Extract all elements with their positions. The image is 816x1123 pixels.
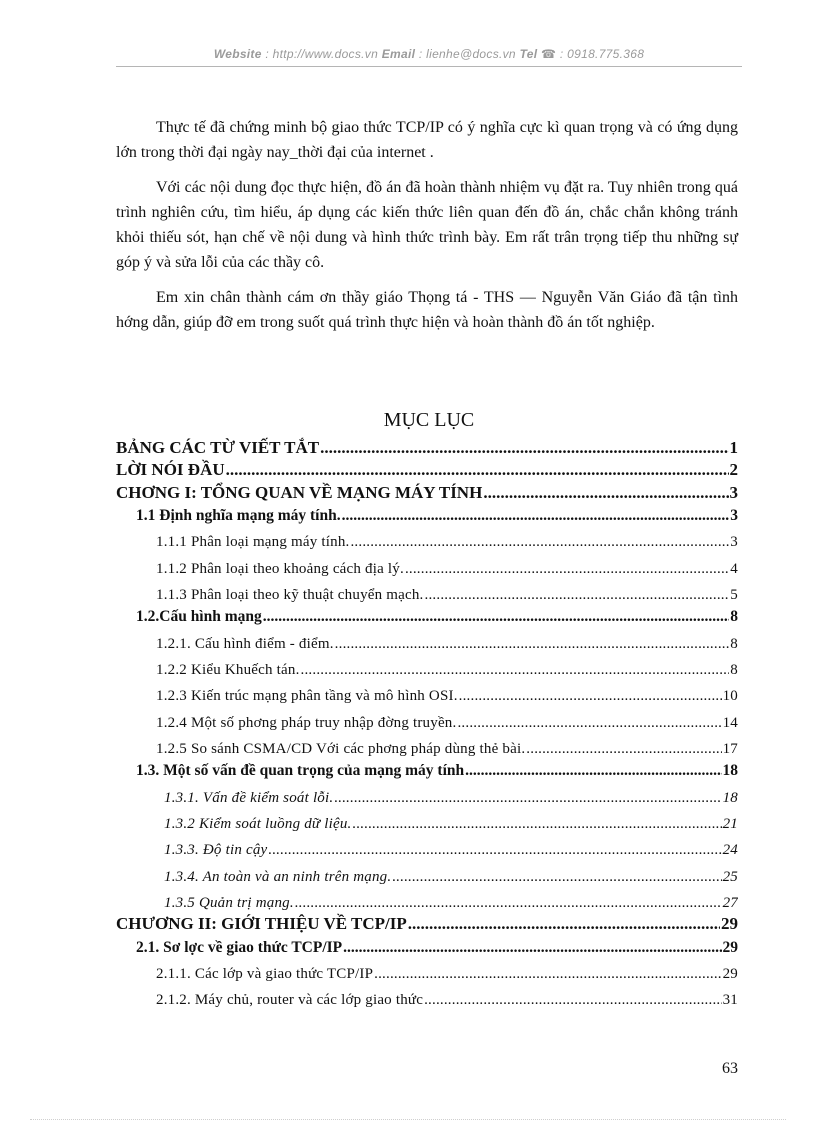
toc-entry-subsection[interactable]: [116, 705, 738, 731]
toc-entry-page: 25: [722, 868, 738, 885]
website-value: : http://www.docs.vn: [265, 47, 379, 61]
toc-entry-page: 18: [722, 762, 738, 780]
toc-entry-text: 2.1.1. Các lớp và giao thức TCP/IP: [156, 966, 374, 983]
toc-entry-page: 5: [730, 586, 738, 603]
toc-leader: [342, 507, 730, 525]
toc-entry-text: 1.2.4 Một số phơng pháp truy nhập đờng truyền.: [156, 714, 457, 731]
toc-entry-page: 29: [721, 914, 738, 934]
body-text: [116, 115, 738, 345]
toc-entry-text: BẢNG CÁC TỪ VIẾT TẮT: [116, 437, 320, 457]
toc-entry-page: 29: [722, 966, 738, 983]
table-of-contents: [116, 435, 738, 1009]
toc-leader: [392, 869, 721, 886]
toc-leader: [353, 816, 722, 833]
toc-entry-section[interactable]: [116, 503, 738, 526]
toc-leader: [301, 662, 730, 679]
toc-entry-text: 1.2.1. Cấu hình điểm - điểm.: [156, 635, 334, 652]
toc-entry-page: 18: [722, 789, 738, 806]
tel-label: Tel ☎: [519, 47, 557, 61]
toc-entry-section[interactable]: [116, 604, 738, 627]
toc-leader: [268, 842, 721, 859]
toc-entry-chapter[interactable]: [116, 458, 738, 481]
toc-entry-text: 1.1.1 Phân loại mạng máy tính.: [156, 534, 350, 551]
toc-entry-text: 2.1. Sơ lợc về giao thức TCP/IP: [136, 938, 343, 956]
toc-entry-text: 1.3.2 Kiểm soát luồng dữ liệu.: [164, 815, 352, 832]
toc-entry-subsection[interactable]: [116, 957, 738, 983]
toc-entry-page: 24: [722, 842, 738, 859]
email-label: Email: [381, 47, 416, 61]
toc-entry-page: 2: [729, 460, 738, 479]
toc-entry-subsection[interactable]: [116, 807, 738, 833]
toc-entry-text: 1.2.5 So sánh CSMA/CD Với các phơng pháp dùng thẻ bài.: [156, 740, 526, 757]
toc-entry-chapter[interactable]: [116, 480, 738, 503]
page-number: 63: [722, 1060, 738, 1077]
toc-entry-text: 1.2.2 Kiểu Khuếch tán.: [156, 661, 300, 678]
toc-leader: [335, 636, 730, 653]
toc-entry-text: 1.3.3. Độ tin cậy: [164, 842, 268, 859]
toc-entry-page: 1: [729, 437, 738, 457]
toc-entry-page: 8: [730, 661, 738, 678]
toc-entry-text: 1.3. Một số vấn đề quan trọng của mạng máy tính: [136, 762, 465, 780]
toc-entry-text: 1.1.2 Phân loại theo khoảng cách địa lý.: [156, 560, 404, 577]
toc-entry-section[interactable]: [116, 758, 738, 781]
toc-leader: [334, 790, 721, 807]
toc-entry-subsection[interactable]: [116, 833, 738, 859]
toc-entry-text: LỜI NÓI ĐẦU: [116, 460, 225, 479]
toc-entry-text: 1.3.4. An toàn và an ninh trên mạng.: [164, 868, 392, 885]
toc-leader: [226, 460, 729, 480]
toc-entry-page: 10: [722, 688, 738, 705]
toc-entry-subsection[interactable]: [116, 578, 738, 604]
paragraph: Thực tế đã chứng minh bộ giao thức TCP/IP có ý nghĩa cực kì quan trọng và có ứng dụng lớn trong thời đại ngày nay_thời đại của internet .: [116, 119, 738, 161]
page-header: [116, 47, 742, 61]
toc-leader: [457, 715, 721, 732]
toc-entry-subsection[interactable]: [116, 679, 738, 705]
toc-entry-page: 17: [722, 740, 738, 757]
toc-entry-page: 8: [730, 608, 738, 626]
toc-entry-subsection[interactable]: [116, 886, 738, 912]
toc-entry-page: 3: [730, 507, 738, 524]
toc-leader: [343, 939, 721, 957]
toc-entry-page: 3: [729, 482, 738, 502]
toc-entry-subsection[interactable]: [116, 780, 738, 806]
toc-entry-subsection[interactable]: [116, 525, 738, 551]
toc-entry-text: 1.2.Cấu hình mạng: [136, 608, 262, 626]
toc-entry-page: 31: [722, 992, 738, 1009]
toc-entry-text: 1.1.3 Phân loại theo kỹ thuật chuyển mạch.: [156, 586, 424, 603]
paragraph: Em xin chân thành cám ơn thầy giáo Thọng tá - THS — Nguyễn Văn Giáo đã tận tình hớng dẫn, giúp đỡ em trong suốt quá trình thực hiện và hoàn thành đồ án tốt nghiệp.: [116, 289, 738, 331]
toc-leader: [424, 992, 722, 1009]
toc-entry-page: 3: [730, 534, 738, 551]
toc-leader: [320, 438, 728, 458]
toc-entry-section[interactable]: [116, 934, 738, 957]
toc-leader: [465, 762, 721, 780]
toc-entry-text: 1.3.5 Quản trị mạng.: [164, 894, 294, 911]
toc-entry-page: 21: [722, 815, 738, 832]
toc-entry-text: 1.2.3 Kiến trúc mạng phân tầng và mô hình OSI.: [156, 688, 458, 705]
toc-leader: [263, 608, 729, 626]
toc-entry-subsection[interactable]: [116, 626, 738, 652]
email-value: : lienhe@docs.vn: [418, 47, 516, 61]
toc-entry-text: CHƯƠNG II: GIỚI THIỆU VỀ TCP/IP: [116, 914, 407, 934]
toc-leader: [483, 483, 728, 503]
toc-entry-page: 4: [730, 560, 738, 577]
toc-entry-subsection[interactable]: [116, 732, 738, 758]
toc-entry-subsection[interactable]: [116, 551, 738, 577]
footer-divider: [30, 1119, 786, 1120]
toc-entry-page: 14: [722, 714, 738, 731]
toc-entry-text: 1.1 Định nghĩa mạng máy tính.: [136, 507, 341, 524]
toc-entry-text: 2.1.2. Máy chủ, router và các lớp giao thức: [156, 992, 424, 1009]
toc-title: MỤC LỤC: [383, 409, 475, 431]
toc-entry-page: 27: [722, 894, 738, 911]
header-divider: [116, 66, 742, 67]
website-label: Website: [213, 47, 262, 61]
toc-entry-chapter[interactable]: [116, 435, 738, 458]
toc-entry-subsection[interactable]: [116, 653, 738, 679]
toc-entry-subsection[interactable]: [116, 983, 738, 1009]
toc-leader: [350, 534, 729, 551]
paragraph: Với các nội dung đọc thực hiện, đồ án đã hoàn thành nhiệm vụ đặt ra. Tuy nhiên trong quá trình nghiên cứu, tìm hiểu, áp dụng các kiến thức liên quan đến đồ án, chắc chắn không tránh khỏi thiếu sót, hạn chế về nội dung và hình thức trình bày. Em rất trân trọng tiếp thu những sự góp ý và sửa lỗi của các thầy cô.: [116, 179, 738, 271]
toc-leader: [295, 895, 722, 912]
toc-leader: [425, 587, 730, 604]
toc-leader: [459, 688, 722, 705]
toc-entry-subsection[interactable]: [116, 859, 738, 885]
toc-leader: [405, 561, 729, 578]
toc-leader: [526, 741, 721, 758]
toc-entry-text: 1.3.1. Vấn đề kiểm soát lỗi.: [164, 789, 334, 806]
toc-entry-text: CHƠNG I: TỔNG QUAN VỀ MẠNG MÁY TÍNH: [116, 482, 483, 502]
tel-value: : 0918.775.368: [559, 47, 645, 61]
toc-entry-page: 8: [730, 635, 738, 652]
toc-leader: [374, 966, 721, 983]
toc-leader: [408, 914, 720, 934]
toc-entry-page: 29: [722, 938, 738, 956]
toc-entry-chapter[interactable]: [116, 912, 738, 935]
